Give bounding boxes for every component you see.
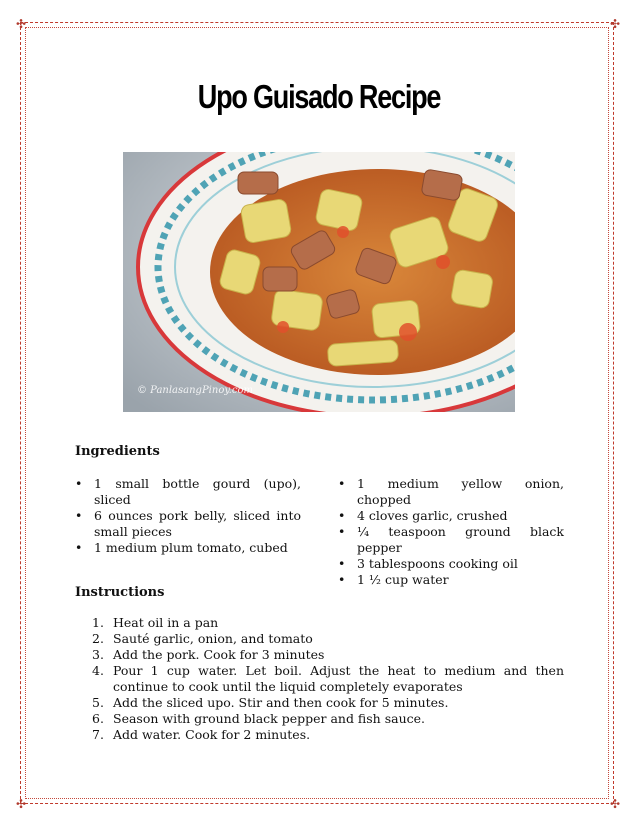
step-text: Sauté garlic, onion, and tomato — [113, 631, 313, 646]
instruction-step — [92, 711, 564, 727]
ingredients-list-right — [338, 476, 564, 588]
recipe-title: Upo Guisado Recipe — [197, 78, 441, 115]
ingredient-item: • 1 medium plum tomato, cubed — [75, 540, 301, 556]
instructions-list — [92, 615, 564, 743]
step-number: 2. — [92, 631, 104, 646]
ingredient-item: • ¼ teaspoon ground black pepper — [338, 524, 564, 556]
step-text: Add the sliced upo. Stir and then cook for 5 minutes. — [113, 695, 449, 710]
step-number: 6. — [92, 711, 104, 726]
step-text: Add water. Cook for 2 minutes. — [113, 727, 311, 742]
step-number: 1. — [92, 615, 104, 630]
ingredients-list-left — [75, 476, 301, 556]
ingredient-item: • 1 medium yellow onion, chopped — [338, 476, 564, 508]
step-number: 5. — [92, 695, 104, 710]
instruction-step — [92, 727, 564, 743]
step-text: Add the pork. Cook for 3 minutes — [113, 647, 325, 662]
dish-illustration — [123, 152, 515, 412]
step-number: 3. — [92, 647, 104, 662]
recipe-photo — [123, 152, 515, 412]
ingredient-item: • 1 small bottle gourd (upo), sliced — [75, 476, 301, 508]
ingredients-heading: Ingredients — [75, 444, 160, 459]
ingredient-item: • 3 tablespoons cooking oil — [338, 556, 564, 572]
instruction-step — [92, 615, 564, 631]
corner-ornament-bottom-right: ✣ — [610, 797, 621, 811]
photo-watermark: © PanlasangPinoy.com — [137, 385, 253, 396]
step-text: Season with ground black pepper and fish sauce. — [113, 711, 425, 726]
ingredient-item: • 6 ounces pork belly, sliced into small pieces — [75, 508, 301, 540]
ingredient-item: • 1 ½ cup water — [338, 572, 564, 588]
corner-ornament-top-left: ✣ — [16, 17, 27, 31]
corner-ornament-bottom-left: ✣ — [16, 797, 27, 811]
step-number: 4. — [92, 663, 104, 678]
step-text: Pour 1 cup water. Let boil. Adjust the heat to medium and then continue to cook until the liquid completely evaporates — [113, 663, 564, 694]
instruction-step — [92, 647, 564, 663]
instruction-step — [92, 663, 564, 695]
ingredient-item: • 4 cloves garlic, crushed — [338, 508, 564, 524]
corner-ornament-top-right: ✣ — [610, 17, 621, 31]
step-text: Heat oil in a pan — [113, 615, 219, 630]
instruction-step — [92, 631, 564, 647]
step-number: 7. — [92, 727, 104, 742]
instruction-step — [92, 695, 564, 711]
instructions-heading: Instructions — [75, 585, 165, 600]
